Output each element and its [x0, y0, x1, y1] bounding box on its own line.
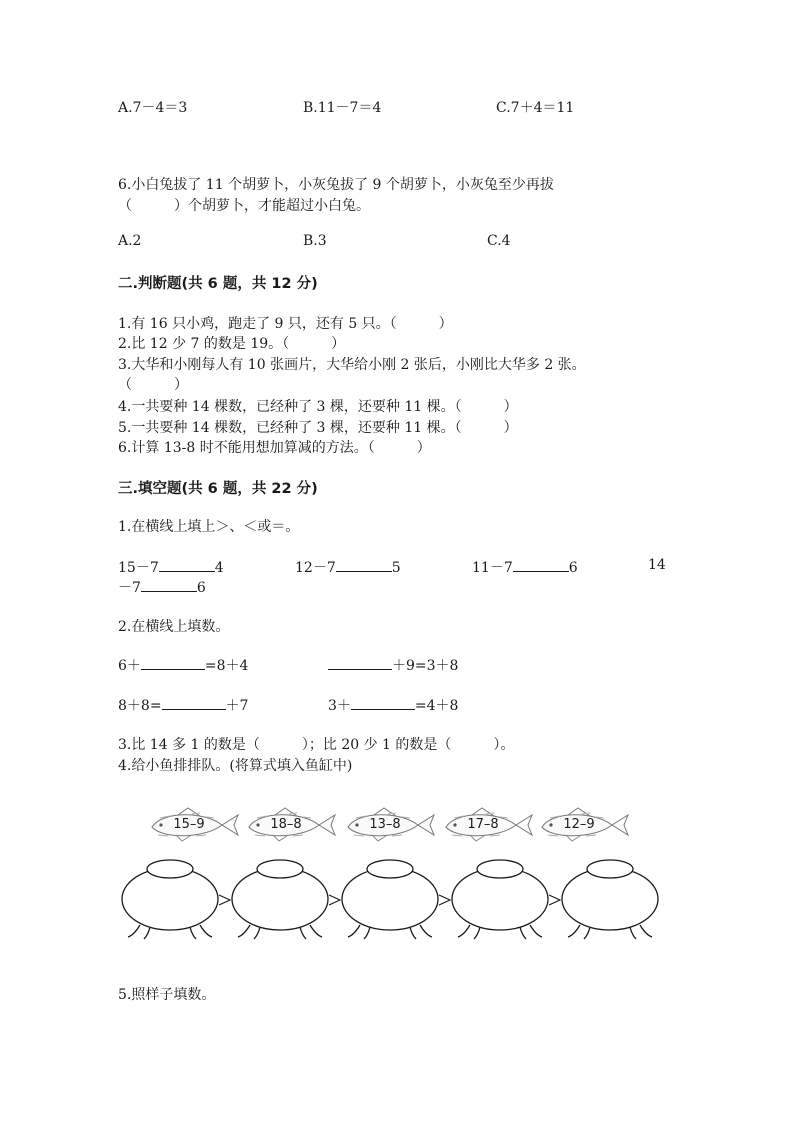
- q6-line2: （ ）个胡萝卜，才能超过小白兔。: [118, 198, 370, 214]
- fish-expression: 13–8: [369, 817, 401, 832]
- q5-option-b: B.11－7＝4: [303, 100, 382, 116]
- judge-item-4: 4.一共要种 14 棵数，已经种了 3 棵，还要种 11 棵。（ ）: [118, 399, 518, 415]
- answer-blank[interactable]: [351, 695, 415, 710]
- compare-left: 15－7: [118, 560, 159, 576]
- compare-left: 11－7: [472, 560, 513, 576]
- compare-item-4-end: [118, 577, 206, 597]
- fish: [245, 805, 337, 845]
- compare-right: 4: [214, 560, 224, 576]
- q5-option-c: C.7＋4＝11: [496, 100, 575, 116]
- q6-option-b: B.3: [303, 233, 327, 249]
- answer-blank[interactable]: [328, 655, 392, 670]
- equation-text: 8＋8=: [118, 698, 162, 714]
- q6-option-a: A.2: [118, 233, 142, 249]
- fish: [148, 805, 240, 845]
- fill-q1-title: 1.在横线上填上＞、＜或＝。: [118, 519, 300, 535]
- section3-title: 三.填空题(共 6 题，共 22 分): [118, 481, 318, 497]
- greater-than-icon: [439, 895, 450, 905]
- fill-q2-row2-a: [118, 695, 248, 715]
- judge-item-2: 2.比 12 少 7 的数是 19。（ ）: [118, 336, 346, 352]
- fish-tank[interactable]: [452, 860, 548, 939]
- fill-q2-title: 2.在横线上填数。: [118, 619, 230, 635]
- compare-right: 6: [196, 580, 206, 596]
- compare-right: 5: [391, 560, 401, 576]
- answer-blank[interactable]: [336, 557, 392, 572]
- fill-q4-title: 4.给小鱼排排队。(将算式填入鱼缸中): [118, 758, 353, 774]
- compare-item-3: [472, 557, 578, 577]
- compare-item-1: [118, 557, 224, 577]
- fish: [344, 805, 436, 845]
- greater-than-icon: [219, 895, 230, 905]
- fish: [538, 805, 630, 845]
- answer-blank[interactable]: [162, 695, 226, 710]
- fish: [442, 805, 534, 845]
- fill-q2-row1-a: [118, 655, 248, 675]
- q6-line1: 6.小白兔拔了 11 个胡萝卜，小灰兔拔了 9 个胡萝卜，小灰兔至少再拔: [118, 177, 554, 193]
- fill-q5-title: 5.照样子填数。: [118, 987, 216, 1003]
- fish-expression: 15–9: [173, 817, 205, 832]
- judge-item-1: 1.有 16 只小鸡，跑走了 9 只，还有 5 只。（ ）: [118, 316, 453, 332]
- fish-row: [148, 805, 638, 845]
- fish-expression: 12–9: [563, 817, 595, 832]
- fill-q3: 3.比 14 多 1 的数是（ ）；比 20 少 1 的数是（ ）。: [118, 737, 515, 753]
- compare-item-4-start: 14: [648, 557, 666, 573]
- equation-text: ＋7: [225, 698, 249, 714]
- equation-text: =4＋8: [414, 698, 459, 714]
- compare-item-2: [295, 557, 401, 577]
- compare-left: －7: [118, 580, 141, 596]
- compare-left: 12－7: [295, 560, 336, 576]
- equation-text: =8＋4: [204, 658, 249, 674]
- judge-item-6: 6.计算 13-8 时不能用想加算减的方法。（ ）: [118, 440, 431, 456]
- fish-tank[interactable]: [562, 860, 658, 939]
- section2-title: 二.判断题(共 6 题，共 12 分): [118, 276, 318, 292]
- answer-blank[interactable]: [513, 557, 569, 572]
- equation-text: 6＋: [118, 658, 141, 674]
- greater-than-icon: [549, 895, 560, 905]
- q6-option-c: C.4: [487, 233, 511, 249]
- answer-blank[interactable]: [141, 655, 205, 670]
- answer-blank[interactable]: [141, 577, 197, 592]
- judge-item-5: 5.一共要种 14 棵数，已经种了 3 棵，还要种 11 棵。（ ）: [118, 420, 518, 436]
- fish-tank[interactable]: [122, 860, 218, 939]
- fill-q2-row2-b: [328, 695, 458, 715]
- fish-tanks: [118, 855, 666, 945]
- greater-than-icon: [329, 895, 340, 905]
- fish-tank[interactable]: [342, 860, 438, 939]
- fish-expression: 17–8: [467, 817, 499, 832]
- judge-item-3: 3.大华和小刚每人有 10 张画片，大华给小刚 2 张后，小刚比大华多 2 张。: [118, 357, 586, 373]
- q5-option-a: A.7－4＝3: [118, 100, 188, 116]
- judge-item-3-paren: （ ）: [118, 377, 188, 393]
- compare-right: 6: [568, 560, 578, 576]
- equation-text: ＋9=3＋8: [392, 658, 459, 674]
- answer-blank[interactable]: [159, 557, 215, 572]
- fish-expression: 18–8: [270, 817, 302, 832]
- fill-q2-row1-b: [328, 655, 458, 675]
- equation-text: 3＋: [328, 698, 351, 714]
- fish-tank[interactable]: [232, 860, 328, 939]
